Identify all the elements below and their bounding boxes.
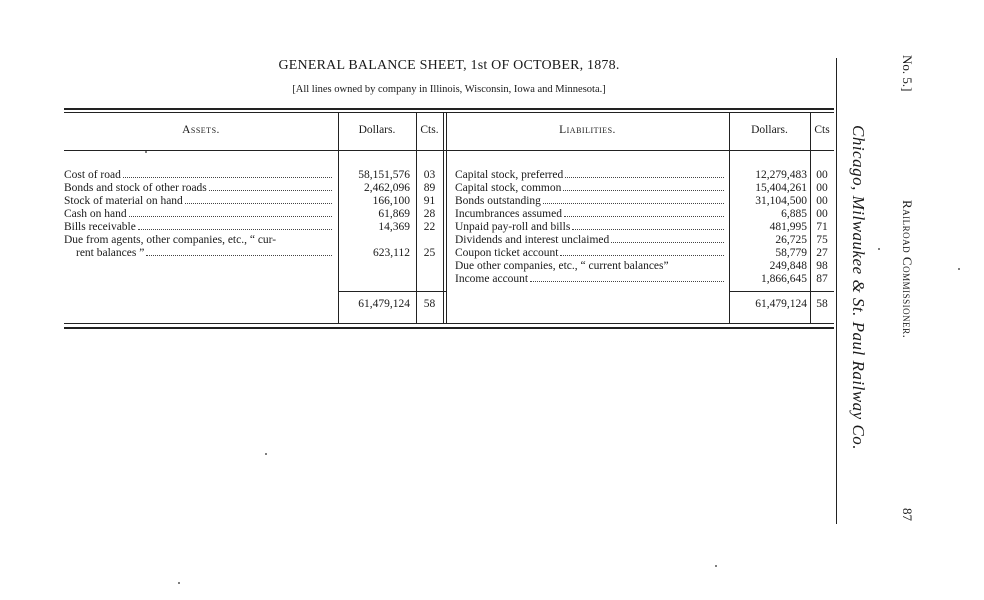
liability-cts: 71 xyxy=(816,221,828,233)
assets-dollars-header: Dollars. xyxy=(358,124,396,136)
liability-label: Unpaid pay-roll and bills xyxy=(455,221,571,233)
page-number: 87 xyxy=(900,508,915,521)
liability-dollars: 12,279,483 xyxy=(755,169,807,181)
asset-label: rent balances ” xyxy=(76,247,145,259)
liability-dollars: 58,779 xyxy=(775,247,807,259)
page-title: GENERAL BALANCE SHEET, 1st OF OCTOBER, 1878. xyxy=(278,58,620,73)
assets-cts-header: Cts. xyxy=(420,124,439,136)
liability-label: Bonds outstanding xyxy=(455,195,541,207)
assets-subtotal-rule xyxy=(338,291,446,292)
liability-dollars: 15,404,261 xyxy=(755,182,807,194)
liability-label: Coupon ticket account xyxy=(455,247,559,259)
assets-header: Assets. xyxy=(182,124,220,136)
asset-cts: 22 xyxy=(423,221,436,233)
assets-total-cts: 58 xyxy=(423,298,436,310)
bottom-rule-inner xyxy=(64,323,834,324)
liability-cts: 00 xyxy=(816,182,828,194)
liability-label: Incumbrances assumed xyxy=(455,208,562,220)
liability-dollars: 249,848 xyxy=(769,260,807,272)
scan-speck xyxy=(265,453,267,455)
liability-dollars: 1,866,645 xyxy=(761,273,807,285)
liability-dollars: 6,885 xyxy=(781,208,807,220)
asset-label: Bills receivable xyxy=(64,221,136,233)
liabilities-total-cts: 58 xyxy=(816,298,828,310)
liability-dollars: 31,104,500 xyxy=(755,195,807,207)
running-head: Railroad Commissioner. xyxy=(900,200,915,339)
liability-cts: 87 xyxy=(816,273,828,285)
asset-label: Stock of material on hand xyxy=(64,195,183,207)
railway-name: Chicago, Milwaukee & St. Paul Railway Co. xyxy=(849,125,868,451)
liability-label: Due other companies, etc., “ current balances” xyxy=(455,260,669,272)
asset-cts: 28 xyxy=(423,208,436,220)
bottom-rule-outer xyxy=(64,327,834,329)
page-subtitle: [All lines owned by company in Illinois, Wisconsin, Iowa and Minnesota.] xyxy=(292,84,606,95)
scan-speck xyxy=(145,151,147,153)
asset-dollars: 61,869 xyxy=(378,208,410,220)
liability-cts: 00 xyxy=(816,208,828,220)
asset-cts: 89 xyxy=(423,182,436,194)
asset-dollars: 14,369 xyxy=(378,221,410,233)
liabilities-dollars-header: Dollars. xyxy=(751,124,788,136)
liability-cts: 75 xyxy=(816,234,828,246)
asset-label: Bonds and stock of other roads xyxy=(64,182,207,194)
liability-dollars: 26,725 xyxy=(775,234,807,246)
asset-dollars: 2,462,096 xyxy=(364,182,410,194)
liability-dollars: 481,995 xyxy=(769,221,807,233)
document-number: No. 5.] xyxy=(900,55,915,92)
liability-label: Capital stock, common xyxy=(455,182,562,194)
liability-label: Dividends and interest unclaimed xyxy=(455,234,610,246)
scan-speck xyxy=(715,565,717,567)
scan-speck xyxy=(878,248,880,250)
asset-label: Cash on hand xyxy=(64,208,127,220)
liability-cts: 00 xyxy=(816,195,828,207)
asset-label: Due from agents, other companies, etc., “ cur- xyxy=(64,234,277,246)
liability-cts: 00 xyxy=(816,169,828,181)
liabilities-subtotal-rule xyxy=(729,291,834,292)
margin-rule xyxy=(836,58,837,524)
liabilities-cts-header: Cts xyxy=(814,124,830,136)
asset-cts: 03 xyxy=(423,169,436,181)
scan-speck xyxy=(958,268,960,270)
liabilities-header: Liabilities. xyxy=(559,124,616,136)
liabilities-total-dollars: 61,479,124 xyxy=(755,298,807,310)
scan-speck xyxy=(178,582,180,584)
assets-total-dollars: 61,479,124 xyxy=(358,298,410,310)
liability-cts: 27 xyxy=(816,247,828,259)
asset-dollars: 623,112 xyxy=(373,247,410,259)
asset-label: Cost of road xyxy=(64,169,121,181)
liability-label: Income account xyxy=(455,273,529,285)
asset-dollars: 166,100 xyxy=(372,195,410,207)
liability-cts: 98 xyxy=(816,260,828,272)
asset-cts: 91 xyxy=(423,195,436,207)
header-rule xyxy=(64,150,834,151)
top-rule-outer xyxy=(64,108,834,110)
asset-dollars: 58,151,576 xyxy=(358,169,410,181)
top-rule-inner xyxy=(64,112,834,113)
asset-cts: 25 xyxy=(423,247,436,259)
liability-label: Capital stock, preferred xyxy=(455,169,564,181)
